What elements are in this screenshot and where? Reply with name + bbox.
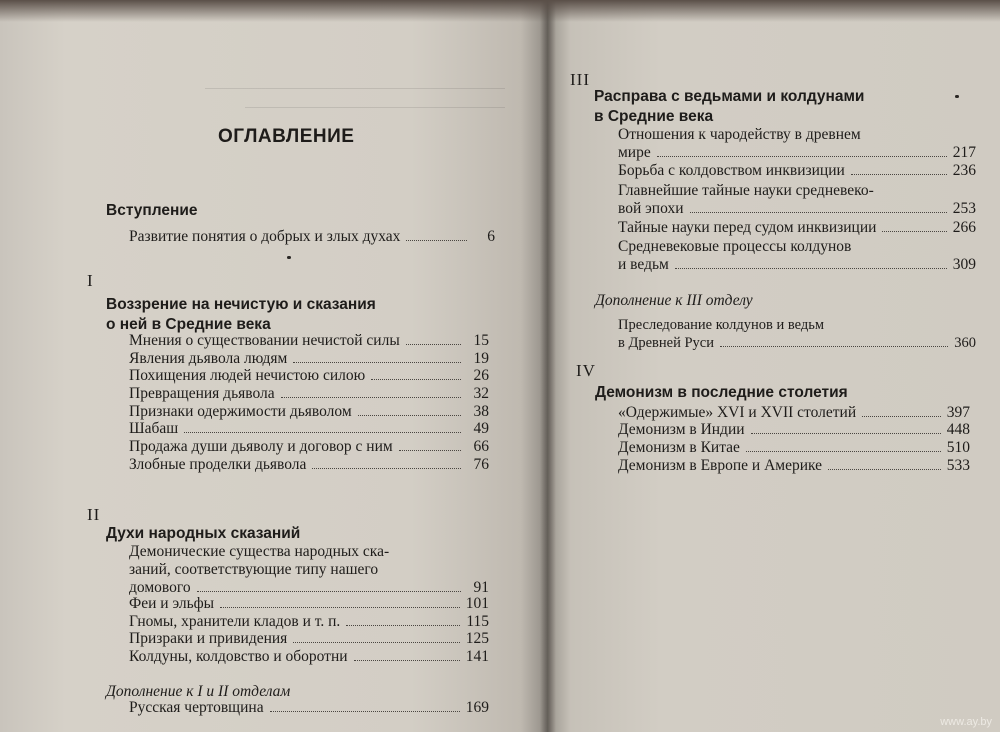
- page-number: 15: [473, 332, 489, 349]
- entry-text: Продажа души дьяволу и договор с ним: [129, 438, 393, 455]
- page-number: 49: [473, 420, 489, 437]
- toc-title: ОГЛАВЛЕНИЕ: [218, 126, 355, 147]
- dot-leader: [371, 379, 461, 380]
- book-gutter: [540, 0, 556, 732]
- toc-entry: [129, 403, 489, 421]
- toc-entry: [129, 630, 489, 648]
- section-title-line: Демонизм в последние столетия: [595, 384, 848, 401]
- section-numeral: I: [87, 271, 94, 290]
- section-title-line: Духи народных сказаний: [106, 525, 301, 542]
- entry-text: Главнейшие тайные науки средневеко-: [618, 182, 874, 199]
- dot-leader: [270, 711, 460, 712]
- toc-entry: [618, 126, 976, 162]
- dot-leader: [312, 468, 461, 469]
- section-title: [595, 383, 925, 403]
- supplement-title: Дополнение к I и II отделам: [106, 683, 291, 700]
- toc-entry: [129, 699, 489, 717]
- entry-text: Тайные науки перед судом инквизиции: [618, 219, 877, 236]
- toc-entry: [618, 421, 970, 439]
- dot-leader: [746, 451, 941, 452]
- section-numeral: II: [87, 505, 101, 524]
- dot-leader: [882, 231, 946, 232]
- page-number: 38: [473, 403, 489, 420]
- entry-text: Явления дьявола людям: [129, 350, 288, 367]
- page-number: 91: [473, 579, 489, 596]
- entry-text: Средневековые процессы колдунов: [618, 238, 852, 255]
- section-title-line: Воззрение на нечистую и сказания: [106, 296, 376, 313]
- dot-leader: [346, 625, 460, 626]
- dot-leader: [293, 642, 459, 643]
- entry-text: домового: [129, 579, 191, 596]
- dot-leader: [220, 607, 460, 608]
- page-number: 510: [946, 439, 970, 456]
- page-number: 309: [952, 256, 976, 273]
- entry-text: заний, соответствующие типу нашего: [129, 561, 379, 578]
- page-number: 253: [952, 200, 976, 217]
- entry-text: Демонизм в Европе и Америке: [618, 457, 823, 474]
- dot-leader: [751, 433, 941, 434]
- entry-text: Призраки и привидения: [129, 630, 288, 647]
- entry-text: Злобные проделки дьявола: [129, 456, 307, 473]
- dot-leader: [675, 268, 947, 269]
- toc-entry: [618, 219, 976, 237]
- dot-leader: [399, 450, 461, 451]
- entry-text: Признаки одержимости дьяволом: [129, 403, 352, 420]
- entry-text: в Древней Руси: [618, 335, 714, 351]
- print-speck: [287, 256, 291, 259]
- dot-leader: [184, 432, 461, 433]
- toc-entry: [129, 613, 489, 631]
- page-number: 76: [473, 456, 489, 473]
- page-number: 360: [954, 335, 976, 351]
- dot-leader: [828, 469, 941, 470]
- dot-leader: [281, 397, 461, 398]
- toc-entry: [129, 367, 489, 385]
- page-number: 236: [952, 162, 976, 179]
- section-title-line: Вступление: [106, 202, 198, 219]
- dot-leader: [690, 212, 947, 213]
- toc-entry: [129, 648, 489, 666]
- page-number: 397: [946, 404, 970, 421]
- page-number: 32: [473, 385, 489, 402]
- toc-entry: [129, 456, 489, 474]
- page-number: 266: [952, 219, 976, 236]
- entry-text: Русская чертовщина: [129, 699, 264, 716]
- entry-text: Отношения к чародейству в древнем: [618, 126, 861, 143]
- entry-text: и ведьм: [618, 256, 669, 273]
- dot-leader: [354, 660, 460, 661]
- dot-leader: [406, 240, 467, 241]
- section-title-line: Расправа с ведьмами и колдунами: [594, 88, 865, 105]
- toc-entry: [129, 350, 489, 368]
- dot-leader: [358, 415, 461, 416]
- toc-entry: [129, 543, 489, 597]
- page-number: 125: [465, 630, 489, 647]
- toc-entry: [129, 420, 489, 438]
- entry-text: Демонизм в Индии: [618, 421, 745, 438]
- entry-text: Превращения дьявола: [129, 385, 275, 402]
- dot-leader: [851, 174, 947, 175]
- dot-leader: [657, 156, 947, 157]
- supplement-title: Дополнение к III отделу: [595, 292, 753, 309]
- section-title-line: о ней в Средние века: [106, 316, 271, 333]
- toc-entry: [618, 439, 970, 457]
- toc-entry: [129, 332, 489, 350]
- page-number: 66: [473, 438, 489, 455]
- toc-entry: [129, 228, 495, 246]
- entry-text: Демонические существа народных ска-: [129, 543, 390, 560]
- dot-leader: [720, 346, 948, 347]
- section-numeral: IV: [576, 361, 596, 380]
- entry-text: «Одержимые» XVI и XVII столетий: [618, 404, 857, 421]
- page-number: 101: [465, 595, 489, 612]
- page-number: 19: [473, 350, 489, 367]
- entry-text: Феи и эльфы: [129, 595, 215, 612]
- top-edge-shadow: [0, 0, 1000, 22]
- page-number: 6: [487, 228, 495, 245]
- entry-text: Мнения о существовании нечистой силы: [129, 332, 400, 349]
- entry-text: мире: [618, 144, 651, 161]
- dot-leader: [862, 416, 941, 417]
- page-number: 141: [465, 648, 489, 665]
- dot-leader: [406, 344, 461, 345]
- toc-entry: [129, 438, 489, 456]
- page-number: 448: [946, 421, 970, 438]
- page-number: 217: [952, 144, 976, 161]
- toc-entry: [129, 595, 489, 613]
- toc-entry: [618, 404, 970, 422]
- entry-text: Похищения людей нечистою силою: [129, 367, 366, 384]
- toc-entry: [618, 316, 976, 352]
- print-speck: [955, 95, 959, 98]
- dot-leader: [293, 362, 461, 363]
- watermark: www.ay.by: [940, 716, 992, 728]
- entry-text: Гномы, хранители кладов и т. п.: [129, 613, 341, 630]
- page-number: 169: [465, 699, 489, 716]
- toc-entry: [129, 385, 489, 403]
- page-number: 115: [466, 613, 489, 630]
- toc-entry: [618, 238, 976, 274]
- entry-text: Борьба с колдовством инквизиции: [618, 162, 845, 179]
- intro-title: [106, 201, 436, 221]
- section-title-line: в Средние века: [594, 108, 714, 125]
- entry-text: вой эпохи: [618, 200, 684, 217]
- dot-leader: [197, 591, 461, 592]
- entry-text: Преследование колдунов и ведьм: [618, 317, 825, 333]
- entry-text: Демонизм в Китае: [618, 439, 740, 456]
- entry-text: Развитие понятия о добрых и злых духах: [129, 228, 401, 245]
- page-number: 533: [946, 457, 970, 474]
- section-title: [106, 524, 436, 544]
- section-title: [106, 295, 436, 335]
- toc-entry: [618, 162, 976, 180]
- section-title: [594, 87, 924, 127]
- page-number: 26: [473, 367, 489, 384]
- entry-text: Шабаш: [129, 420, 179, 437]
- toc-entry: [618, 457, 970, 475]
- section-numeral: III: [570, 70, 590, 89]
- toc-entry: [618, 182, 976, 218]
- entry-text: Колдуны, колдовство и оборотни: [129, 648, 348, 665]
